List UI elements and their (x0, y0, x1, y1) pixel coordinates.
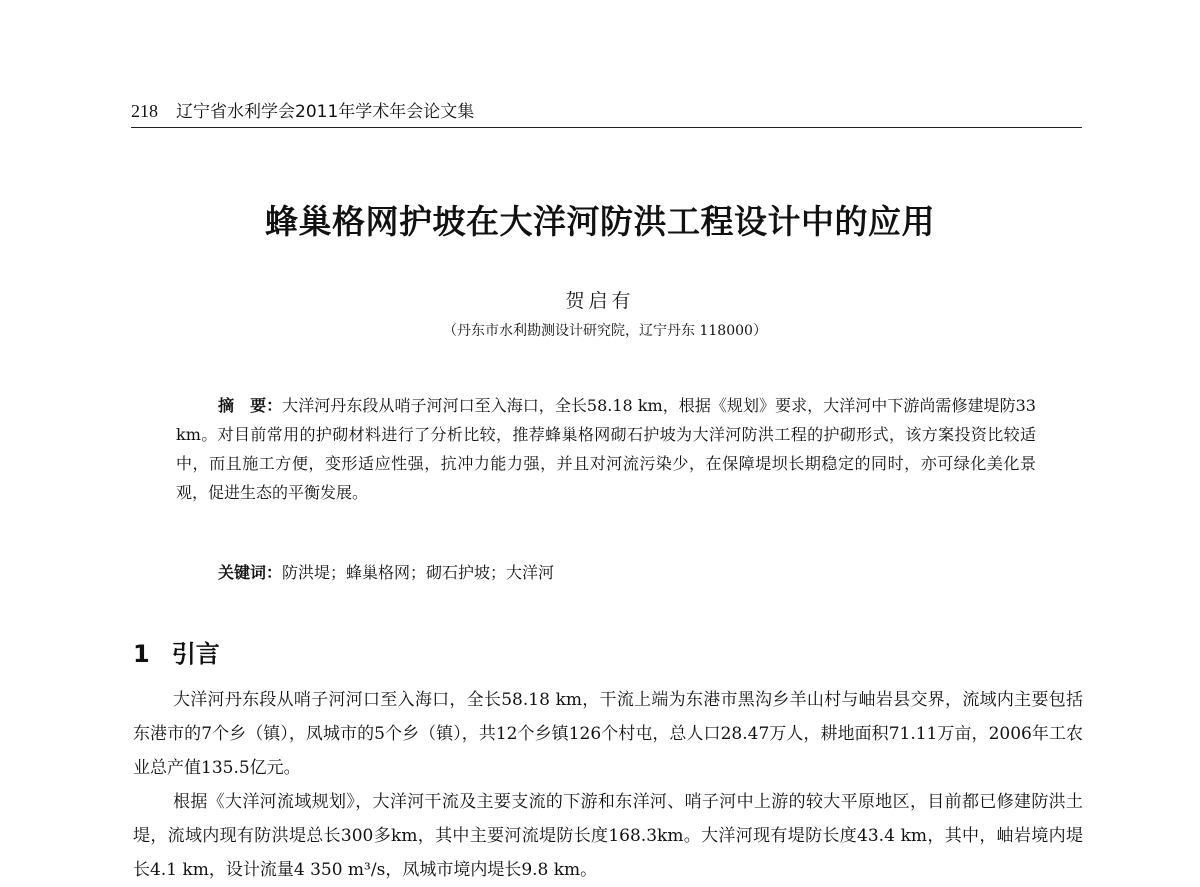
running-header (131, 99, 1082, 128)
body-paragraph: 大洋河丹东段从哨子河河口至入海口，全长58.18 km，干流上端为东港市黑沟乡羊山村与岫岩县交界，流域内主要包括东港市的7个乡（镇），凤城市的5个乡（镇），共12个乡镇126个村屯，总人口28.47万人，耕地面积71.11万亩，2006年工农业总产值135.5亿元。 (133, 690, 1083, 778)
keywords (218, 558, 554, 587)
section-heading (133, 636, 220, 672)
author-name: 贺启有 (565, 290, 635, 312)
section-title: 引言 (171, 640, 220, 668)
abstract-label: 摘 要： (218, 396, 283, 415)
section-number: 1 (133, 640, 150, 668)
author-affiliation: （丹东市水利勘测设计研究院，辽宁丹东 118000） (443, 323, 767, 339)
page-number: 218 (131, 101, 158, 121)
body-text (133, 683, 1083, 887)
keywords-label: 关键词： (218, 563, 283, 582)
body-paragraph: 根据《大洋河流域规划》，大洋河干流及主要支流的下游和东洋河、哨子河中上游的较大平原地区，目前都已修建防洪土堤，流域内现有防洪堤总长300多km，其中主要河流堤防长度168.3km。大洋河现有堤防长度43.4 km，其中，岫岩境内堤长4.1 km，设计流量4 350 m³/s，凤城市境内堤长9.8 km。 (133, 792, 1083, 880)
paper-title: 蜂巢格网护坡在大洋河防洪工程设计中的应用 (265, 202, 935, 241)
journal-title: 辽宁省水利学会2011年学术年会论文集 (176, 102, 475, 122)
abstract-text: 大洋河丹东段从哨子河河口至入海口，全长58.18 km，根据《规划》要求，大洋河中下游尚需修建堤防33 km。对目前常用的护砌材料进行了分析比较，推荐蜂巢格网砌石护坡为大洋河防洪工程的护砌形式，该方案投资比较适中，而且施工方便，变形适应性强，抗冲力能力强，并且对河流污染少，在保障堤坝长期稳定的同时，亦可绿化美化景观，促进生态的平衡发展。 (176, 396, 1036, 502)
abstract (176, 391, 1036, 507)
keywords-text: 防洪堤；蜂巢格网；砌石护坡；大洋河 (282, 563, 555, 582)
